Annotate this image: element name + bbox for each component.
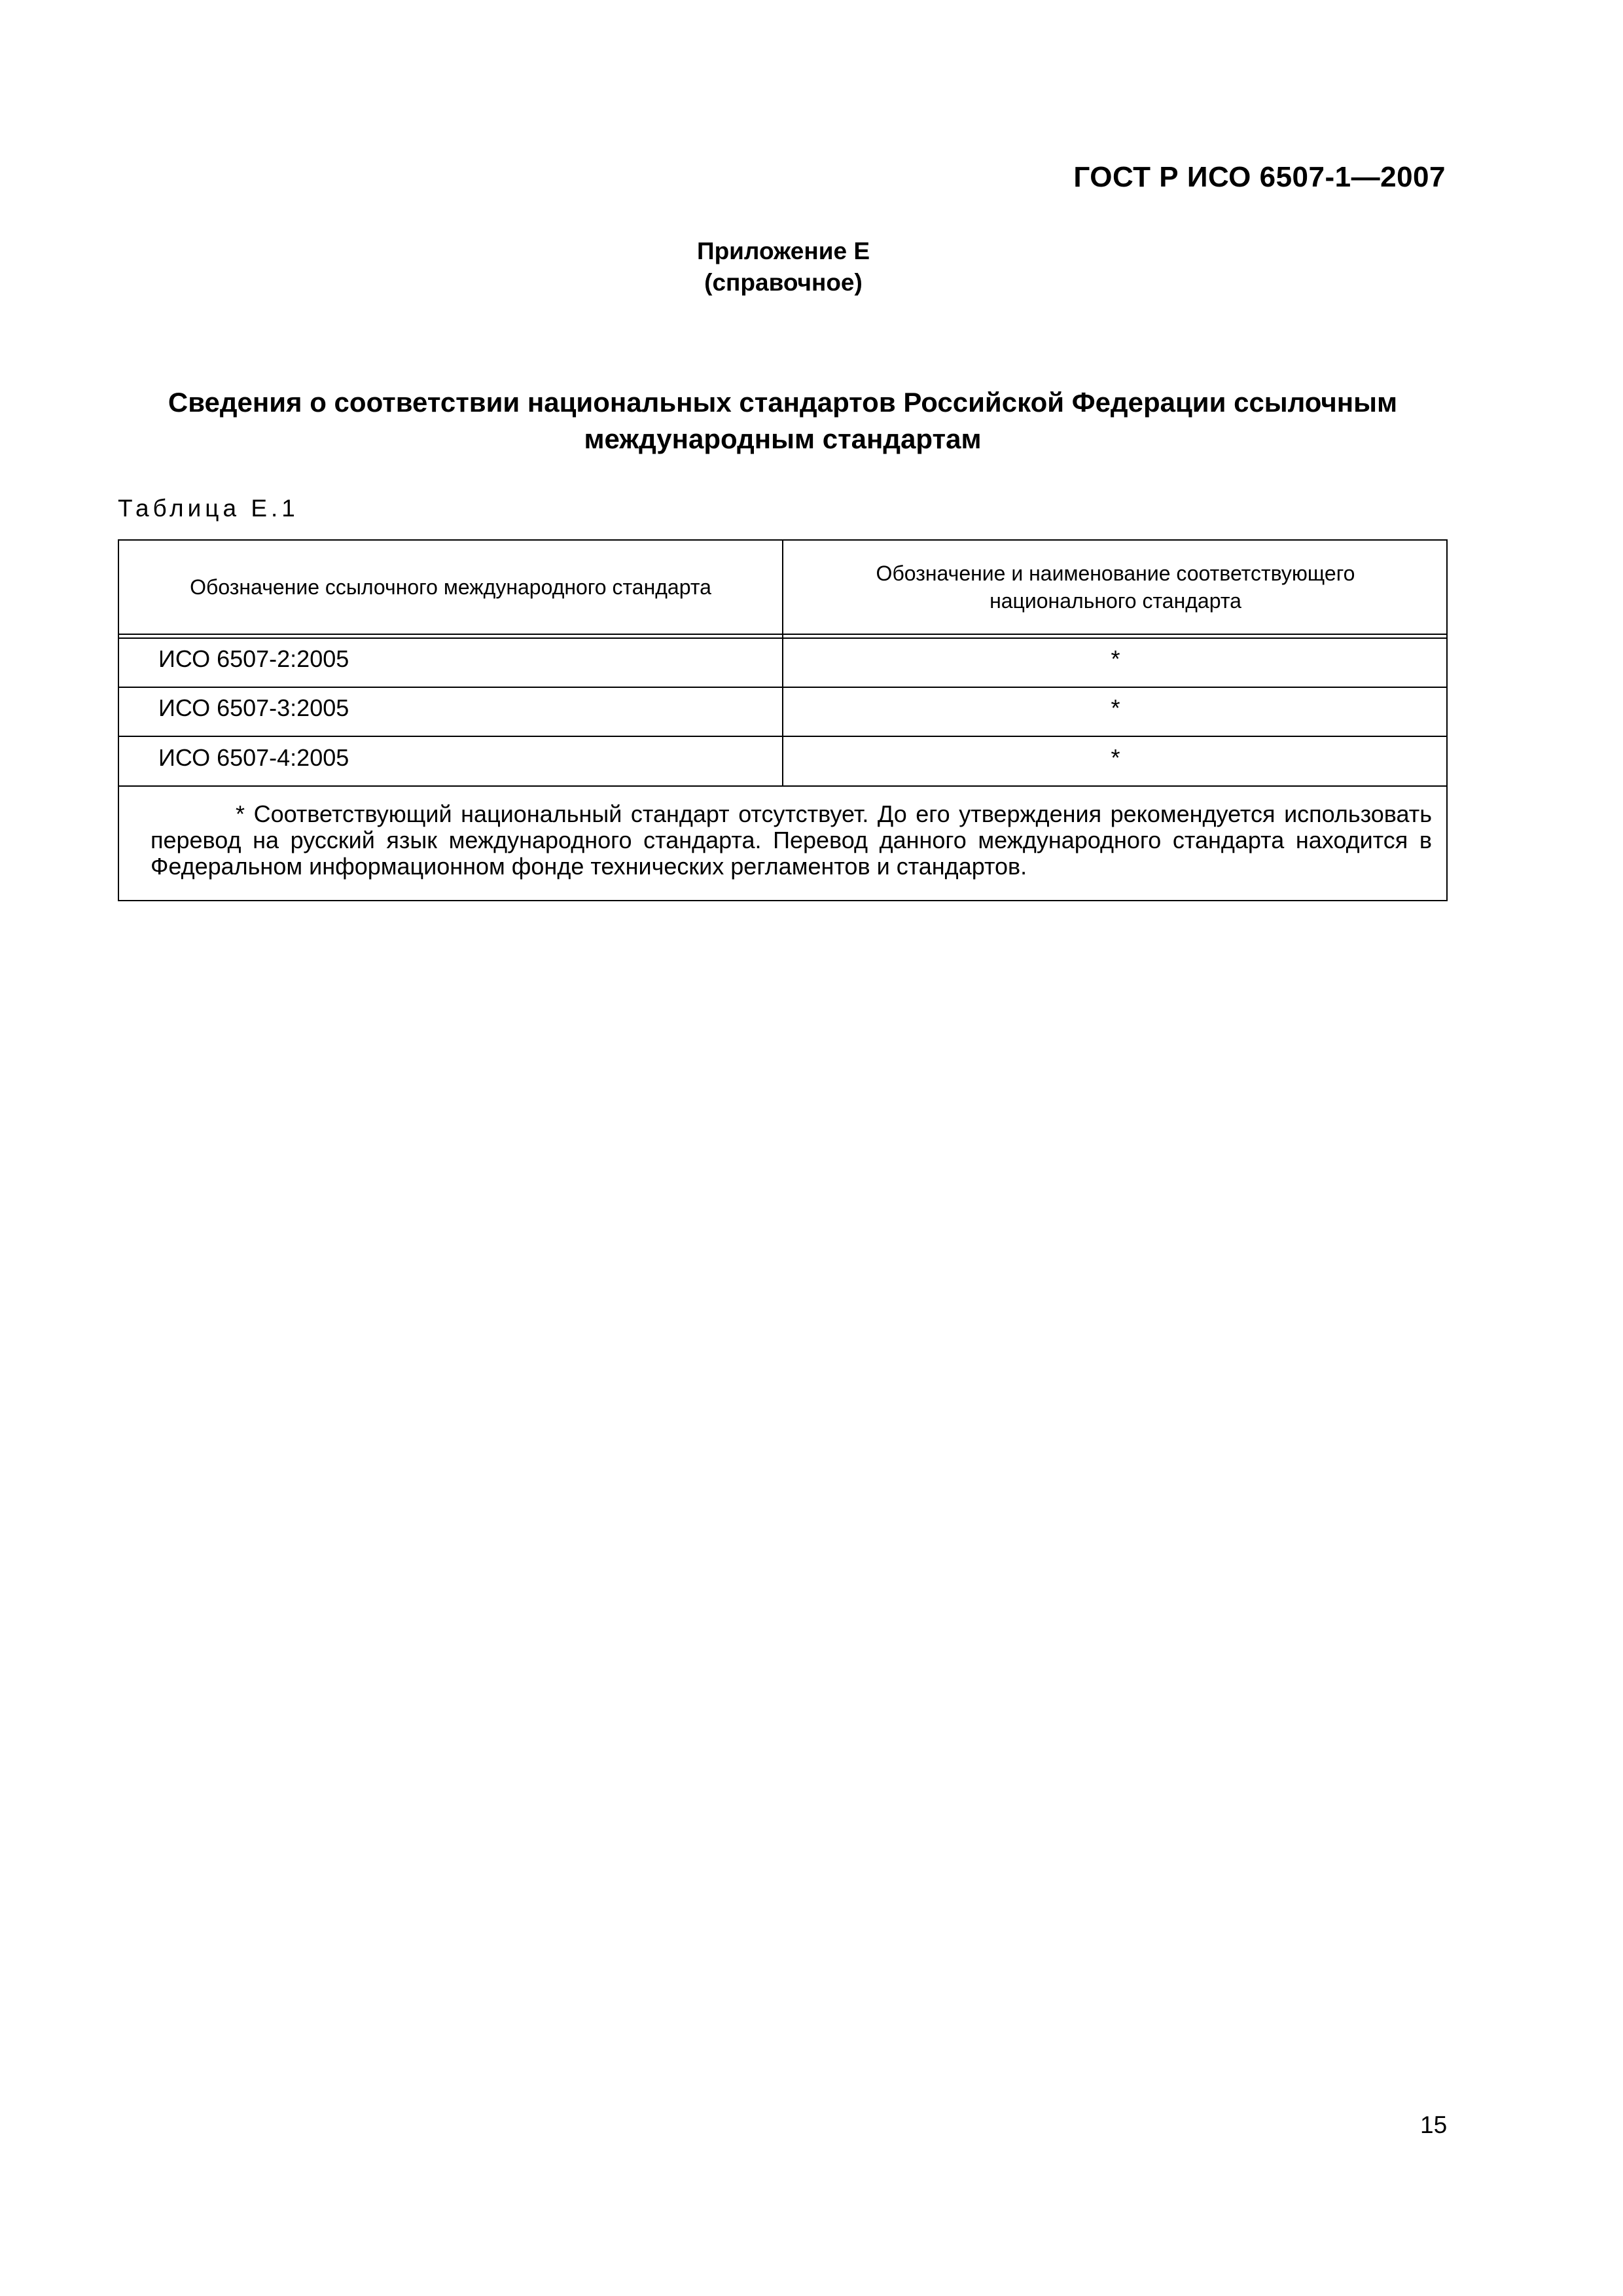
- section-heading: [118, 384, 1448, 457]
- heading-line-2: международным стандартам: [584, 423, 982, 454]
- row-divider: [119, 736, 1446, 737]
- annex-title-block: [0, 236, 1567, 298]
- document-code: ГОСТ Р ИСО 6507-1—2007: [1073, 161, 1446, 193]
- row-divider: [119, 687, 1446, 688]
- column-header-national: [783, 541, 1448, 634]
- table-row-2-intl: ИСО 6507-3:2005: [158, 694, 349, 721]
- column-header-international-text: Обозначение ссылочного международного стандарта: [190, 575, 711, 599]
- table-row-1-national: *: [1111, 645, 1120, 672]
- table-footnote: * Соответствующий национальный стандарт отсутствует. До его утверждения рекомендуется использовать перевод на русский язык международного стандарта. Перевод данного международного стандарта находится в Федеральном информационном фонде технических регламентов и стандартов.: [151, 800, 1432, 880]
- page-number: 15: [1420, 2111, 1448, 2138]
- table-row-3-national: *: [1111, 744, 1120, 771]
- table-row-3-intl: ИСО 6507-4:2005: [158, 744, 349, 771]
- column-header-international: [119, 541, 782, 634]
- table-row-2-national: *: [1111, 694, 1120, 721]
- column-header-national-text: Обозначение и наименование соответствующего национального стандарта: [876, 562, 1355, 613]
- header-divider-double: [119, 637, 1446, 639]
- annex-title: Приложение Е: [696, 238, 870, 264]
- header-divider: [119, 634, 1446, 635]
- table-row-1-intl: ИСО 6507-2:2005: [158, 645, 349, 672]
- row-divider: [119, 785, 1446, 787]
- heading-line-1: Сведения о соответствии национальных стандартов Российской Федерации ссылочным: [168, 387, 1398, 418]
- annex-subtitle: (справочное): [704, 269, 863, 296]
- correspondence-table: [118, 539, 1448, 901]
- table-caption: Таблица Е.1: [118, 495, 299, 522]
